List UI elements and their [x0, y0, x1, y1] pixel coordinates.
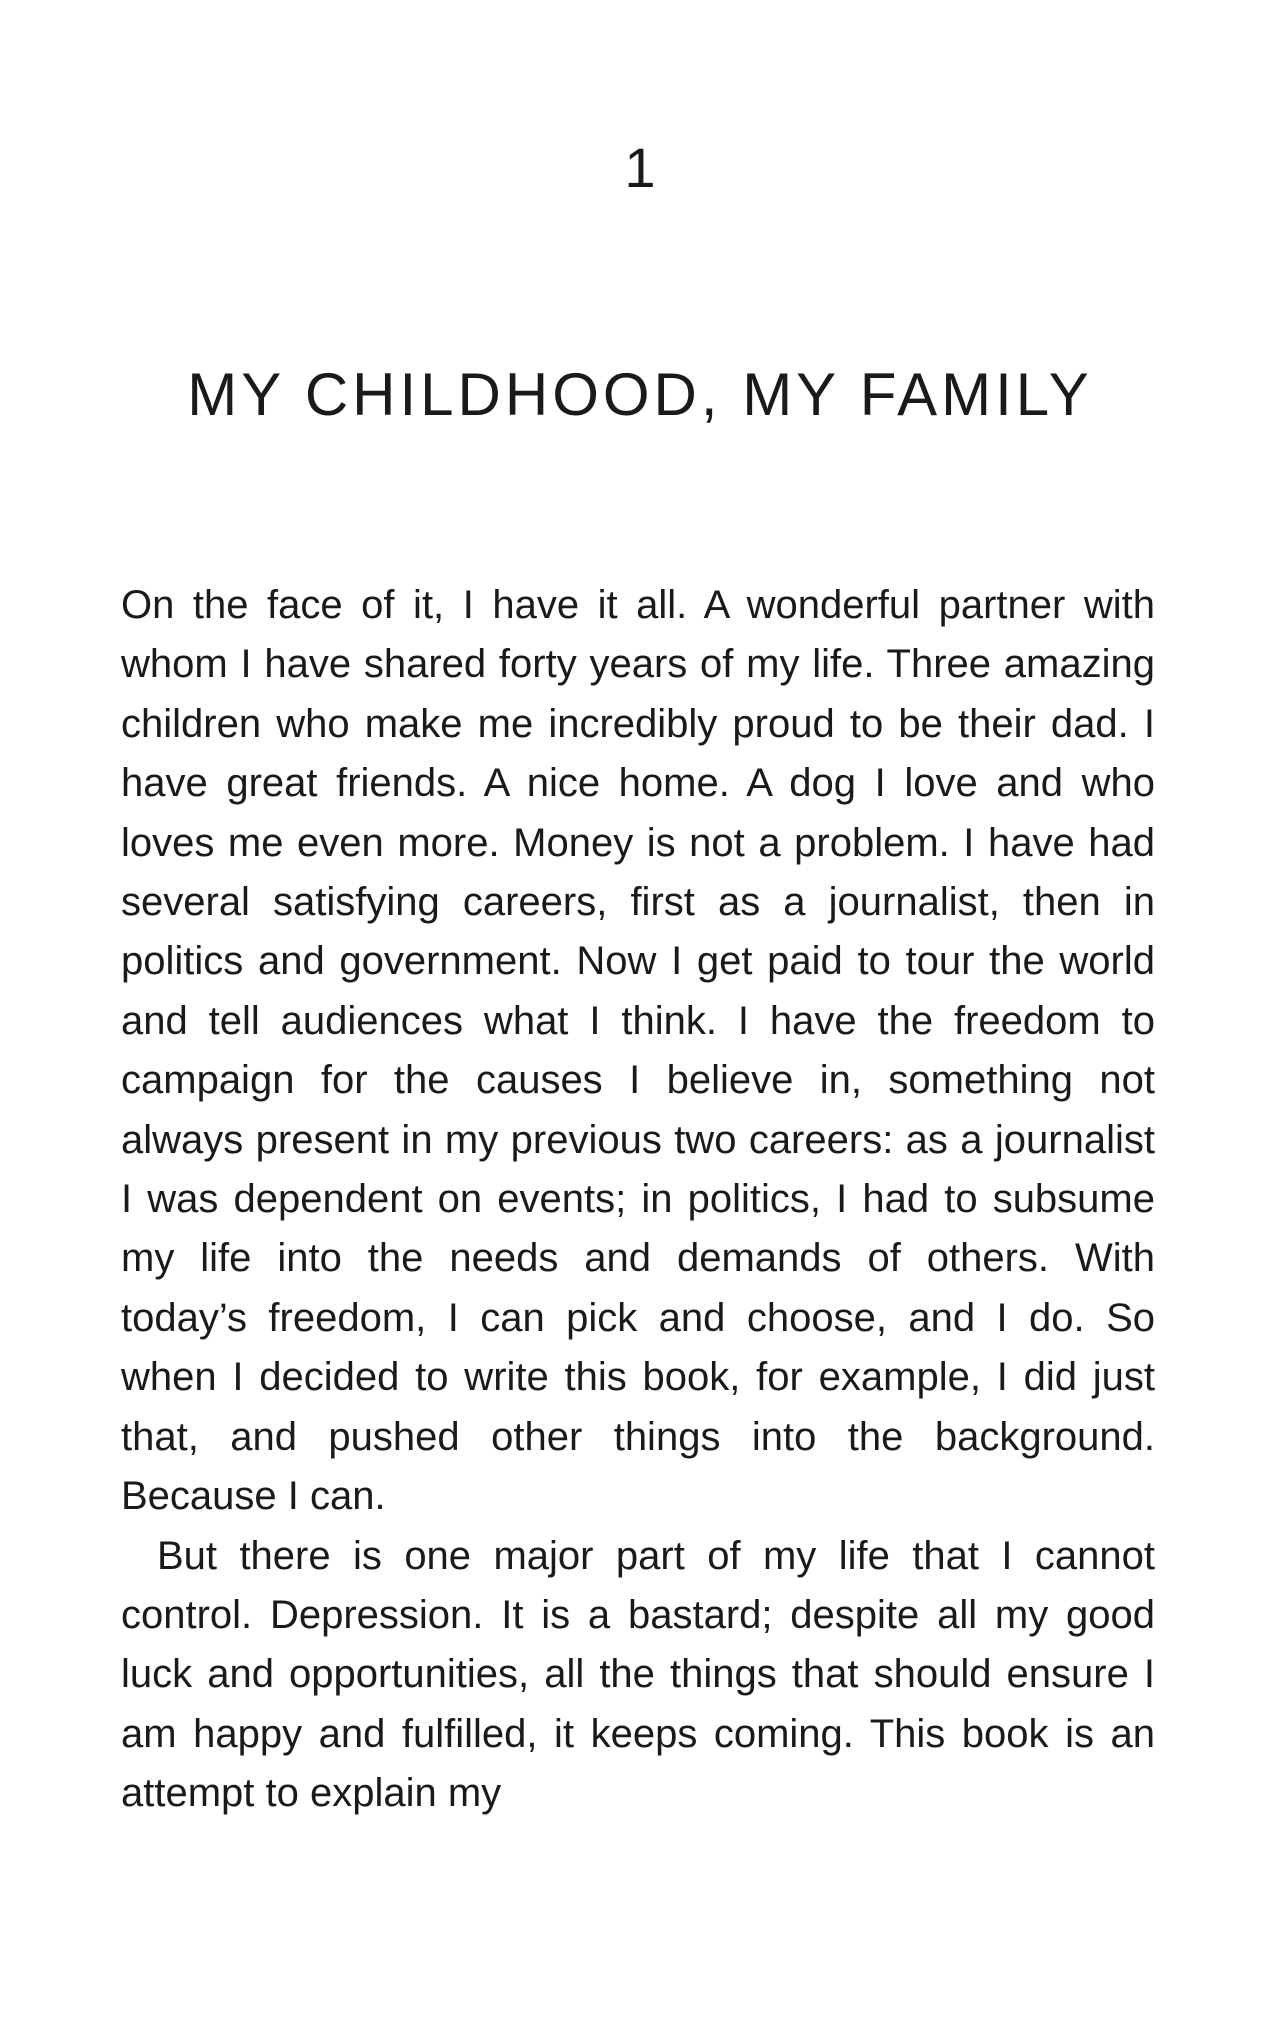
chapter-title: MY CHILDHOOD, MY FAMILY [187, 361, 1093, 428]
chapter-body [121, 576, 1155, 1824]
paragraph-2: But there is one major part of my life that I cannot control. Depression. It is a bastard; despite all my good luck and opportunities, all the things that should ensure I am happy and fulfilled, it keeps coming. This book is an attempt to explain my [121, 1533, 1155, 1816]
paragraph-1: On the face of it, I have it all. A wonderful partner with whom I have shared forty years of my life. Three amazing children who make me incredibly proud to be their dad. I have great friends. A nice home. A dog I love and who loves me even more. Money is not a problem. I have had several satisfying careers, first as a journalist, then in politics and government. Now I get paid to tour the world and tell audiences what I think. I have the freedom to campaign for the causes I believe in, something not always present in my previous two careers: as a journalist I was dependent on events; in politics, I had to subsume my life into the needs and demands of others. With today’s freedom, I can pick and choose, and I do. So when I decided to write this book, for example, I did just that, and pushed other things into the background. Because I can. [121, 583, 1155, 1519]
chapter-number: 1 [624, 136, 656, 199]
